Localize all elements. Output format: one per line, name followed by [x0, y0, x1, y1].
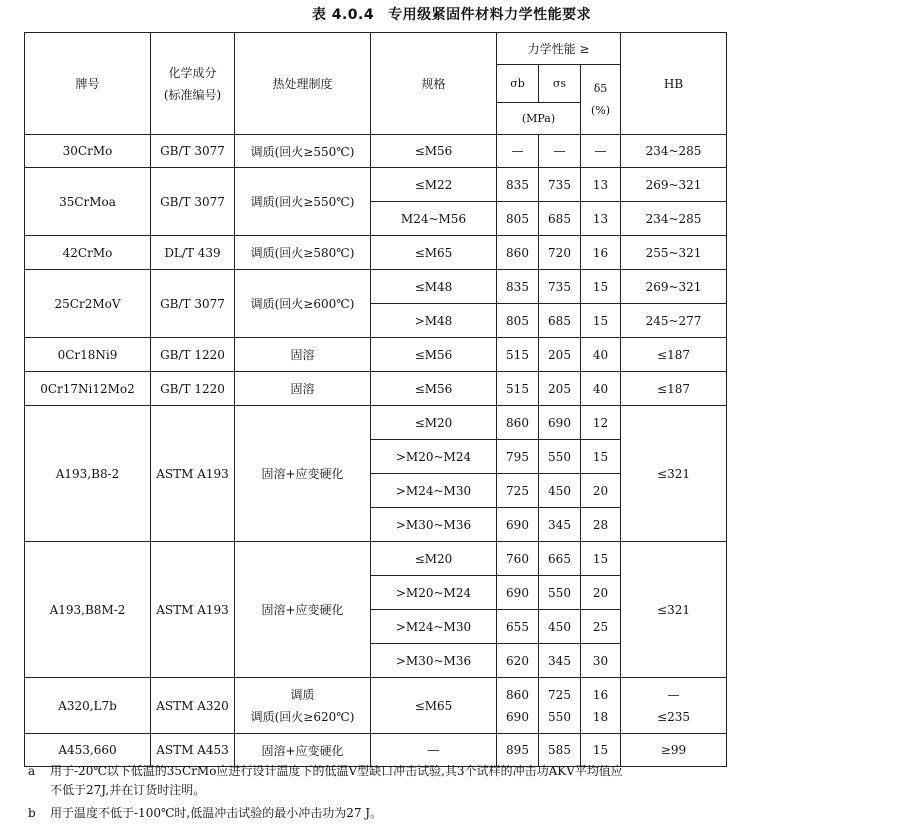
header-delta5	[581, 65, 621, 135]
delta5-cell: 13	[581, 168, 621, 202]
sigma-b-cell: 515	[497, 338, 539, 372]
sigma-b-cell: 760	[497, 542, 539, 576]
note-b	[28, 804, 888, 823]
table-row	[25, 542, 727, 576]
table-row	[25, 372, 727, 406]
heat-treatment-cell: 固溶+应变硬化	[235, 734, 371, 767]
header-heat-treatment: 热处理制度	[235, 33, 371, 135]
sigma-b-cell: 515	[497, 372, 539, 406]
sigma-s-cell: 685	[539, 202, 581, 236]
delta5-cell: 30	[581, 644, 621, 678]
table-row	[25, 338, 727, 372]
standard-cell: GB/T 1220	[151, 338, 235, 372]
spec-cell: >M24~M30	[371, 610, 497, 644]
heat-treatment-cell: 固溶	[235, 338, 371, 372]
value-line: 18	[592, 709, 609, 724]
grade-cell: 25Cr2MoV	[25, 270, 151, 338]
spec-cell: >M30~M36	[371, 644, 497, 678]
header-composition-l1: 化学成分	[168, 65, 217, 80]
hb-cell: 234~285	[621, 202, 727, 236]
sigma-s-cell: 450	[539, 610, 581, 644]
sigma-s-cell: 665	[539, 542, 581, 576]
spec-cell: >M48	[371, 304, 497, 338]
standard-cell: GB/T 3077	[151, 135, 235, 168]
value-line: 725	[548, 687, 571, 702]
delta5-cell: 16	[581, 236, 621, 270]
sigma-s-cell: 550	[539, 440, 581, 474]
delta5-cell: 15	[581, 734, 621, 767]
heat-treatment-cell: 调质(回火≥580℃)	[235, 236, 371, 270]
grade-cell: 42CrMo	[25, 236, 151, 270]
header-delta5-symbol: δ5	[593, 81, 608, 95]
value-line: 550	[548, 709, 571, 724]
sigma-s-cell: 205	[539, 338, 581, 372]
header-sigma-s: σs	[539, 65, 581, 103]
sigma-b-cell: 805	[497, 304, 539, 338]
header-composition-l2: (标准编号)	[163, 87, 222, 102]
spec-cell: ≤M56	[371, 372, 497, 406]
spec-cell: ≤M65	[371, 236, 497, 270]
hb-cell: 269~321	[621, 270, 727, 304]
table-title-text: 专用级紧固件材料力学性能要求	[388, 7, 592, 23]
sigma-b-cell: 690	[497, 508, 539, 542]
table-row	[25, 406, 727, 440]
sigma-b-cell: 655	[497, 610, 539, 644]
spec-cell: ≤M48	[371, 270, 497, 304]
heat-treatment-line: 调质(回火≥620℃)	[250, 709, 355, 724]
heat-treatment-cell: 固溶+应变硬化	[235, 406, 371, 542]
delta5-cell: 20	[581, 576, 621, 610]
sigma-b-cell: —	[497, 135, 539, 168]
sigma-s-cell: 345	[539, 644, 581, 678]
spec-cell: >M30~M36	[371, 508, 497, 542]
value-line: 860	[506, 687, 529, 702]
hb-cell: ≤321	[621, 542, 727, 678]
spec-cell: ≤M20	[371, 542, 497, 576]
heat-treatment-cell: 调质(回火≥550℃)	[235, 168, 371, 236]
note-a-text: 用于-20℃以下低温的35CrMo应进行设计温度下的低温V型缺口冲击试验,其3个试样的冲击功AKV平均值应	[50, 764, 623, 778]
hb-cell	[621, 678, 727, 734]
sigma-s-cell: 345	[539, 508, 581, 542]
hb-cell: ≤187	[621, 338, 727, 372]
sigma-b-cell: 895	[497, 734, 539, 767]
spec-cell: —	[371, 734, 497, 767]
note-b-text: 用于温度不低于-100℃时,低温冲击试验的最小冲击功为27 J。	[50, 806, 383, 820]
hb-cell: 245~277	[621, 304, 727, 338]
delta5-cell: 15	[581, 304, 621, 338]
sigma-b-cell: 805	[497, 202, 539, 236]
header-mech-props: 力学性能 ≥	[497, 33, 621, 65]
grade-cell: A320,L7b	[25, 678, 151, 734]
delta5-cell	[581, 678, 621, 734]
spec-cell: ≤M22	[371, 168, 497, 202]
delta5-cell: —	[581, 135, 621, 168]
heat-treatment-cell: 调质(回火≥550℃)	[235, 135, 371, 168]
standard-cell: ASTM A193	[151, 406, 235, 542]
spec-cell: ≤M20	[371, 406, 497, 440]
value-line: 16	[592, 687, 609, 702]
note-a	[28, 762, 888, 800]
sigma-s-cell: 690	[539, 406, 581, 440]
standard-cell: ASTM A193	[151, 542, 235, 678]
header-sigma-b: σb	[497, 65, 539, 103]
delta5-cell: 13	[581, 202, 621, 236]
delta5-cell: 40	[581, 338, 621, 372]
heat-treatment-line: 调质	[290, 687, 315, 702]
header-grade: 牌号	[25, 33, 151, 135]
table-row	[25, 236, 727, 270]
delta5-cell: 40	[581, 372, 621, 406]
header-hb: HB	[621, 33, 727, 135]
heat-treatment-cell: 固溶	[235, 372, 371, 406]
table-title	[0, 4, 903, 24]
standard-cell: GB/T 1220	[151, 372, 235, 406]
header-mpa: (MPa)	[497, 103, 581, 135]
value-line: —	[667, 687, 680, 702]
sigma-s-cell: 685	[539, 304, 581, 338]
note-a-text-cont: 不低于27J,并在订货时注明。	[50, 783, 206, 797]
grade-cell: 0Cr17Ni12Mo2	[25, 372, 151, 406]
hb-cell: 255~321	[621, 236, 727, 270]
sigma-b-cell: 860	[497, 236, 539, 270]
sigma-s-cell: 585	[539, 734, 581, 767]
grade-cell: 35CrMoa	[25, 168, 151, 236]
sigma-b-cell	[497, 678, 539, 734]
mechanical-properties-table	[24, 32, 727, 767]
sigma-b-cell: 620	[497, 644, 539, 678]
grade-cell: A193,B8M-2	[25, 542, 151, 678]
sigma-s-cell: 735	[539, 270, 581, 304]
spec-cell: ≤M56	[371, 338, 497, 372]
delta5-cell: 12	[581, 406, 621, 440]
sigma-s-cell: 720	[539, 236, 581, 270]
sigma-s-cell: 205	[539, 372, 581, 406]
sigma-b-cell: 795	[497, 440, 539, 474]
sigma-s-cell: —	[539, 135, 581, 168]
spec-cell: >M20~M24	[371, 576, 497, 610]
delta5-cell: 15	[581, 542, 621, 576]
grade-cell: 0Cr18Ni9	[25, 338, 151, 372]
table-body	[25, 135, 727, 767]
sigma-s-cell: 450	[539, 474, 581, 508]
spec-cell: ≤M56	[371, 135, 497, 168]
standard-cell: GB/T 3077	[151, 270, 235, 338]
sigma-b-cell: 725	[497, 474, 539, 508]
spec-cell: >M20~M24	[371, 440, 497, 474]
table-row	[25, 168, 727, 202]
hb-cell: 234~285	[621, 135, 727, 168]
heat-treatment-cell: 调质(回火≥600℃)	[235, 270, 371, 338]
heat-treatment-cell	[235, 678, 371, 734]
standard-cell: ASTM A320	[151, 678, 235, 734]
sigma-s-cell	[539, 678, 581, 734]
sigma-s-cell: 735	[539, 168, 581, 202]
standard-cell: ASTM A453	[151, 734, 235, 767]
hb-cell: ≤321	[621, 406, 727, 542]
spec-cell: ≤M65	[371, 678, 497, 734]
table-row	[25, 678, 727, 734]
delta5-cell: 20	[581, 474, 621, 508]
delta5-cell: 25	[581, 610, 621, 644]
grade-cell: A453,660	[25, 734, 151, 767]
header-percent: (%)	[590, 103, 611, 117]
table-number: 表 4.0.4	[311, 7, 375, 23]
grade-cell: 30CrMo	[25, 135, 151, 168]
value-line: 690	[506, 709, 529, 724]
header-spec: 规格	[371, 33, 497, 135]
value-line: ≤235	[657, 709, 690, 724]
delta5-cell: 15	[581, 440, 621, 474]
delta5-cell: 28	[581, 508, 621, 542]
spec-cell: >M24~M30	[371, 474, 497, 508]
hb-cell: 269~321	[621, 168, 727, 202]
standard-cell: GB/T 3077	[151, 168, 235, 236]
table-row	[25, 135, 727, 168]
grade-cell: A193,B8-2	[25, 406, 151, 542]
heat-treatment-cell: 固溶+应变硬化	[235, 542, 371, 678]
note-b-mark: b	[28, 806, 36, 820]
hb-cell: ≥99	[621, 734, 727, 767]
sigma-b-cell: 835	[497, 168, 539, 202]
sigma-s-cell: 550	[539, 576, 581, 610]
hb-cell: ≤187	[621, 372, 727, 406]
sigma-b-cell: 835	[497, 270, 539, 304]
header-composition	[151, 33, 235, 135]
sigma-b-cell: 860	[497, 406, 539, 440]
table-row	[25, 270, 727, 304]
delta5-cell: 15	[581, 270, 621, 304]
standard-cell: DL/T 439	[151, 236, 235, 270]
sigma-b-cell: 690	[497, 576, 539, 610]
note-a-mark: a	[28, 764, 36, 778]
spec-cell: M24~M56	[371, 202, 497, 236]
